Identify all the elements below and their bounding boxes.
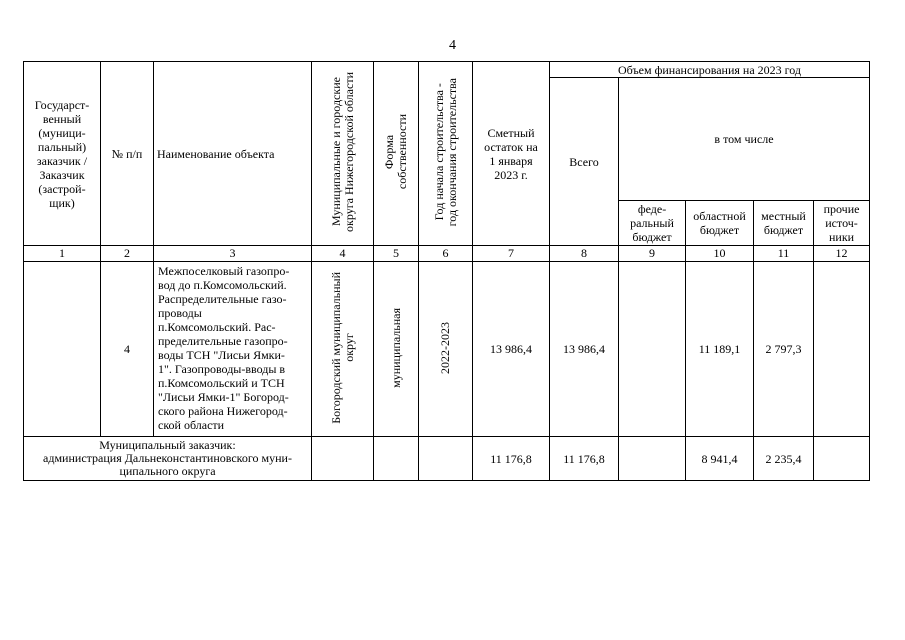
header-other: прочие источ- ники	[814, 201, 870, 246]
header-including: в том числе	[619, 78, 870, 201]
column-number: 8	[550, 246, 619, 262]
customer-total: 11 176,8	[550, 437, 619, 481]
column-number: 11	[754, 246, 814, 262]
header-financing-total: Объем финансирования на 2023 год	[550, 62, 870, 78]
object-total: 13 986,4	[550, 262, 619, 437]
municipal-customer: Муниципальный заказчик: администрация Дальнеконстантиновского муни- ципального округа	[24, 437, 312, 481]
column-number: 9	[619, 246, 686, 262]
column-number: 10	[686, 246, 754, 262]
customer-estimate: 11 176,8	[473, 437, 550, 481]
financing-table	[23, 61, 870, 481]
column-number: 6	[419, 246, 473, 262]
object-other	[814, 262, 870, 437]
object-municipality: Богородский муниципальный округ	[312, 262, 374, 437]
header-estimate: Сметный остаток на 1 января 2023 г.	[473, 62, 550, 246]
object-ownership: муниципальная	[374, 262, 419, 437]
column-number: 5	[374, 246, 419, 262]
customer-years	[419, 437, 473, 481]
header-regional: областной бюджет	[686, 201, 754, 246]
object-years: 2022-2023	[419, 262, 473, 437]
object-customer	[24, 262, 101, 437]
header-customer: Государст- венный (муници- пальный) заказчик / Заказчик (застрой- щик)	[24, 62, 101, 246]
header-row-1	[24, 62, 870, 78]
object-local: 2 797,3	[754, 262, 814, 437]
column-number: 1	[24, 246, 101, 262]
header-years: Год начала строительства - год окончания строительства	[419, 62, 473, 246]
customer-other	[814, 437, 870, 481]
customer-row	[24, 437, 870, 481]
object-name: Межпоселковый газопро- вод до п.Комсомольский. Распределительные газо- проводы п.Комсомольский. Рас- пределительные газопро- воды ТСН "Лисьи Ямки- 1". Газопроводы-вводы в п.Комсомольский и ТСН "Лисьи Ямки-1" Богород- ского района Нижегород- ской области	[154, 262, 312, 437]
column-number: 2	[101, 246, 154, 262]
customer-federal	[619, 437, 686, 481]
column-number: 3	[154, 246, 312, 262]
header-federal: феде- ральный бюджет	[619, 201, 686, 246]
customer-local: 2 235,4	[754, 437, 814, 481]
column-number: 7	[473, 246, 550, 262]
header-ownership: Форма собственности	[374, 62, 419, 246]
page-number: 4	[449, 38, 456, 53]
customer-ownership	[374, 437, 419, 481]
object-estimate: 13 986,4	[473, 262, 550, 437]
object-regional: 11 189,1	[686, 262, 754, 437]
object-row	[24, 262, 870, 437]
header-row-number: № п/п	[101, 62, 154, 246]
object-federal	[619, 262, 686, 437]
customer-regional: 8 941,4	[686, 437, 754, 481]
object-number: 4	[101, 262, 154, 437]
header-total: Всего	[550, 78, 619, 246]
header-municipality: Муниципальные и городские округа Нижегородской области	[312, 62, 374, 246]
customer-municipality	[312, 437, 374, 481]
header-local: местный бюджет	[754, 201, 814, 246]
header-object-name: Наименование объекта	[154, 62, 312, 246]
column-number: 12	[814, 246, 870, 262]
column-numbers-row	[24, 246, 870, 262]
column-number: 4	[312, 246, 374, 262]
